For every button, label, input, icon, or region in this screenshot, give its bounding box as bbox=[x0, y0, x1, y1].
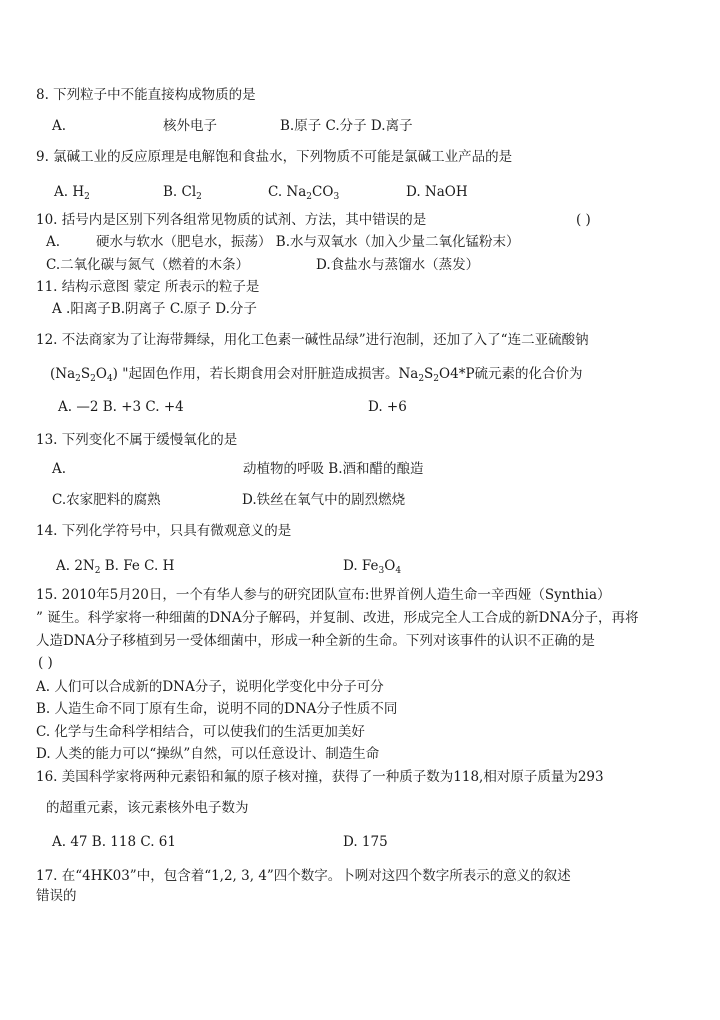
q10-option-a-label: A. bbox=[46, 234, 61, 250]
q10-answer-paren: ( ) bbox=[576, 212, 591, 228]
q9-option-a: A. $H_2$ bbox=[54, 184, 90, 202]
q10-option-c: C.二氧化碳与氮气（燃着的木条） bbox=[46, 257, 250, 273]
q11-options: A .阳离子B.阴离子 C.原子 D.分子 bbox=[52, 301, 257, 317]
q15-option-a: A. 人们可以合成新的DNA分子，说明化学变化中分子可分 bbox=[36, 679, 384, 695]
q16-options-abc: A. 47 B. 118 C. 61 bbox=[52, 834, 176, 850]
q12-stem: 12. 不法商家为了让海带舞绿，用化工色素一碱性品绿”进行泡制，还加了入了“连二亚硫酸钠 bbox=[36, 332, 589, 348]
q13-options-ab: 动植物的呼吸 B.酒和醋的酿造 bbox=[243, 461, 424, 477]
q16-option-d: D. 175 bbox=[343, 834, 388, 850]
q10-option-d: D.食盐水与蒸馏水（蒸发） bbox=[316, 257, 480, 273]
q9-stem: 9. 氯碱工业的反应原理是电解饱和食盐水，下列物质不可能是氯碱工业产品的是 bbox=[36, 149, 513, 165]
q8-stem: 8. 下列粒子中不能直接构成物质的是 bbox=[36, 87, 256, 103]
q15-stem-line3: 人造DNA分子移植到另一受体细菌中，形成一种全新的生命。下列对该事件的认识不正确的是 bbox=[36, 633, 595, 649]
q16-stem-line1: 16. 美国科学家将两种元素铅和氟的原子核对撞，获得了一种质子数为118,相对原子质量为293 bbox=[36, 769, 604, 785]
q11-stem: 11. 结构示意图 蒙定 所表示的粒子是 bbox=[36, 279, 260, 295]
q14-stem: 14. 下列化学符号中，只具有微观意义的是 bbox=[36, 523, 292, 539]
q15-option-c: C. 化学与生命科学相结合，可以使我们的生活更加美好 bbox=[36, 724, 365, 740]
q13-option-d: D.铁丝在氧气中的剧烈燃烧 bbox=[242, 492, 406, 508]
q10-stem: 10. 括号内是区别下列各组常见物质的试剂、方法，其中错误的是 bbox=[36, 212, 427, 228]
q13-option-a-label: A. bbox=[52, 461, 67, 477]
q9-option-d: D. NaOH bbox=[406, 184, 468, 200]
q9-option-c: C. $Na_2CO_3$ bbox=[268, 184, 340, 202]
q12-option-d: D. +6 bbox=[368, 399, 407, 415]
q15-stem-line2: ” 诞生。科学家将一种细菌的DNA分子解码，并复制、改进，形成完全人工合成的新DNA分子，再将 bbox=[36, 610, 639, 626]
q15-option-b: B. 人造生命不同丁原有生命，说明不同的DNA分子性质不同 bbox=[36, 701, 398, 717]
q9-option-b: B. $Cl_2$ bbox=[163, 184, 202, 202]
q8-options-bcd: B.原子 C.分子 D.离子 bbox=[280, 118, 413, 134]
q15-stem-line1: 15. 2010年5月20日，一个有华人参与的研究团队宣布:世界首例人造生命一辛西娅（Synthia） bbox=[36, 587, 611, 603]
q14-option-d: D. $Fe_3O_4$ bbox=[343, 558, 402, 576]
q10-option-ab: 硬水与软水（肥皂水，振荡） B.水与双氧水（加入少量二氧化锰粉末） bbox=[96, 234, 520, 250]
q13-stem: 13. 下列变化不属于缓慢氧化的是 bbox=[36, 432, 238, 448]
q14-options-abc: A. $2N_2$ B. Fe C. H bbox=[56, 558, 175, 576]
q15-answer-paren: ( ) bbox=[38, 655, 53, 671]
q12-options-abc: A. —2 B. +3 C. +4 bbox=[58, 399, 184, 415]
q17-stem-line2: 错误的 bbox=[36, 888, 77, 904]
q8-option-a-label: A. bbox=[52, 118, 67, 134]
q17-stem-line1: 17. 在“4HK03”中，包含着“1,2, 3, 4”四个数字。卜咧对这四个数字所表示的意义的叙述 bbox=[36, 868, 571, 884]
q13-option-c: C.农家肥料的腐熟 bbox=[52, 492, 161, 508]
q12-stem-line2: $(Na_2S_2O_4)$ "起固色作用，若长期食用会对肝脏造成损害。$Na_2S_2O4*P$硫元素的化合价为 bbox=[50, 366, 583, 384]
q15-option-d: D. 人类的能力可以“操纵”自然，可以任意设计、制造生命 bbox=[36, 746, 380, 762]
q8-option-a: 核外电子 bbox=[163, 118, 217, 134]
q16-stem-line2: 的超重元素，该元素核外电子数为 bbox=[46, 800, 249, 816]
